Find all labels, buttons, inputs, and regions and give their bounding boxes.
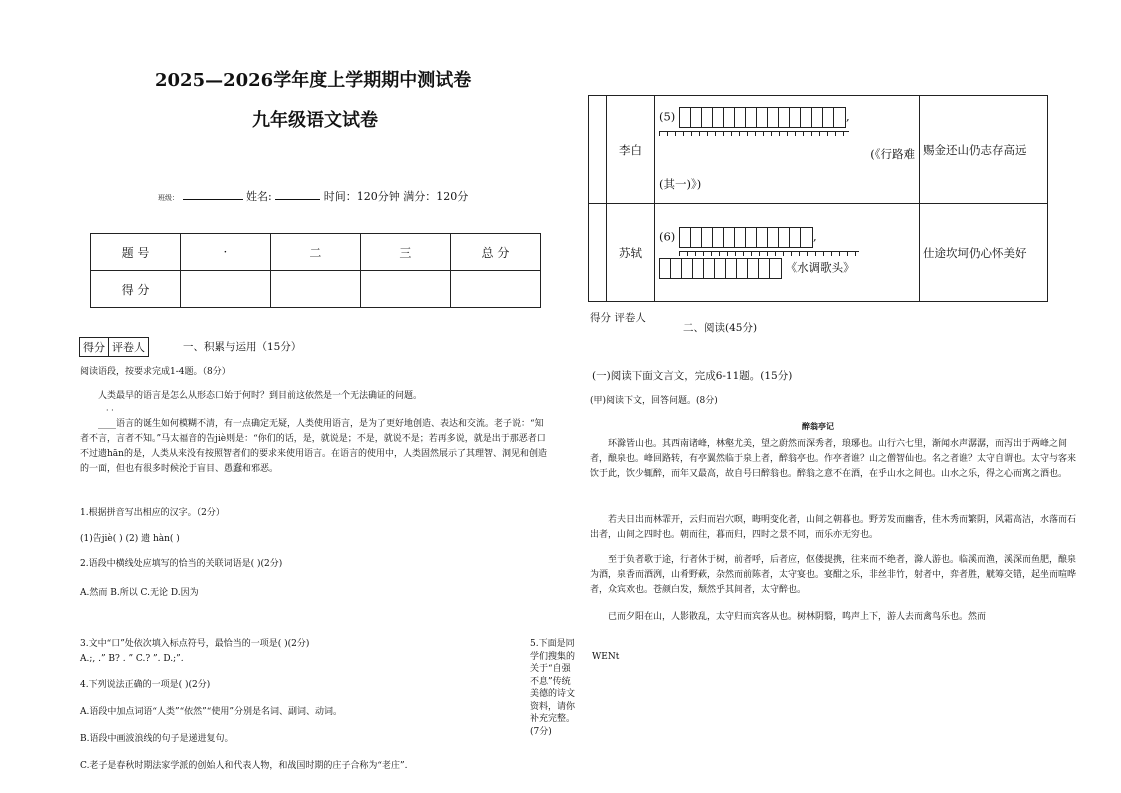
section1-heading: 一、积累与运用（15分）: [183, 341, 302, 353]
score-row-label: 得 分: [91, 271, 181, 308]
question-1-blanks: (1)告jiè( ) (2) 遗 hàn( ): [80, 534, 180, 544]
essay-title: 醉翁亭记: [802, 421, 834, 431]
score-header-cell: 二: [270, 234, 360, 271]
class-label: 班级：: [158, 194, 179, 202]
score-table-score-row: [91, 271, 541, 308]
score-cell[interactable]: [181, 271, 271, 308]
question-4-option-b: B.语段中画波浪线的句子是递进复句。: [80, 734, 234, 744]
grader-label: 评卷人: [109, 338, 149, 357]
reading-sub: (甲)阅读下文，回答问题。(8分): [590, 396, 718, 406]
score-table-header-row: [91, 234, 541, 271]
score-header-cell: ·: [181, 234, 271, 271]
score-table: [90, 233, 541, 308]
essay-para3: 至于负者歌于途，行者休于树，前者呼，后者应，伛偻提携，往来而不绝者，滁人游也。临溪而渔，溪深而鱼肥，酿泉为酒，泉香而酒洌，山肴野蔌，杂然而前陈者，太守宴也。宴酣之乐，非丝非竹，射者中，弈者胜，觥筹交错，起坐而喧哗者，众宾欢也。苍颜白发，颓然乎其间者，太守醉也。: [590, 555, 1077, 595]
section1-intro: 阅读语段，按要求完成1-4题。（8分）: [80, 367, 231, 377]
stray-text: WENt: [592, 652, 620, 662]
theme-libai: 赐金还山仍志存高远: [920, 96, 1048, 204]
poet-libai: 李白: [607, 96, 655, 204]
name-blank[interactable]: [275, 188, 320, 200]
item-number: (6): [659, 229, 676, 243]
time-score-label: 时间：120分钟 满分：120分: [323, 190, 469, 203]
answer-rule: [659, 131, 849, 136]
answer-grid[interactable]: [679, 107, 846, 128]
essay-para4: 已而夕阳在山，人影散乱，太守归而宾客从也。树林阴翳，鸣声上下，游人去而禽鸟乐也。然而: [608, 612, 987, 622]
exam-subtitle: 九年级语文试卷: [252, 110, 378, 131]
question-4-option-c: C.老子是春秋时期法家学派的创始人和代表人物，和战国时期的庄子合称为“老庄”.: [80, 761, 408, 771]
section2-scorer: 得分 评卷人: [590, 312, 646, 324]
poem-row-libai: [589, 96, 1048, 204]
poet-sushi: 苏轼: [607, 204, 655, 302]
item-number: (5): [659, 109, 676, 124]
passage-para1: 人类最早的语言是怎么从形态口始于何时？到目前这依然是一个无法确证的问题。: [98, 391, 423, 401]
passage-para2: ____语言的诞生如何模糊不清，有一点确定无疑，人类使用语言，是为了更好地创造、表达和交流。老子说：“知者不言，言者不知。”马太福音的告jiè则是：“你们的话，是，就说是；不是，就说不是；若再多说，就是出于那恶者口不过遗hān的是，人类从来没有按照智者们的要求来使用语言。在语言的使用中，人类固然展示了其理智、洞见和创造的一面，但也有很多时候沦于盲目、愚蠢和邪恶。: [80, 419, 547, 474]
essay-para1: 环滁皆山也。其西南诸峰，林壑尤美，望之蔚然而深秀者，琅琊也。山行六七里，渐闻水声潺潺，而泻出于两峰之间者，酿泉也。峰回路转，有亭翼然临于泉上者，醉翁亭也。作亭者谁？山之僧智仙也。名之者谁？太守自谓也。太守与客来饮于此，饮少辄醉，而年又最高，故自号曰醉翁也。醉翁之意不在酒，在乎山水之间也。山水之乐，得之心而寓之酒也。: [590, 439, 1077, 479]
poem-source-cont: (其一)》): [659, 177, 702, 191]
score-cell[interactable]: [360, 271, 450, 308]
class-blank[interactable]: [183, 188, 243, 200]
score-cell[interactable]: [450, 271, 540, 308]
question-3-options: A.;, .” B? . ” C.? ”. D.;”.: [80, 654, 184, 664]
exam-title: 2025—2026学年度上学期期中测试卷: [155, 70, 472, 91]
poem-fill-cell[interactable]: (6) , 《水调歌头》: [655, 204, 920, 302]
question-2: 2.语段中横线处应填写的恰当的关联词语是( )(2分): [80, 559, 283, 569]
scorer-label: 得分: [80, 338, 109, 357]
section2-heading: 二、阅读(45分): [683, 322, 758, 334]
reading-intro: (一)阅读下面文言文，完成6-11题。(15分): [592, 370, 793, 382]
poem-fill-cell[interactable]: (5) , (《行路难 (其一)》): [655, 96, 920, 204]
answer-rule: [679, 251, 859, 256]
answer-grid[interactable]: [679, 227, 813, 248]
poem-source: (《行路难: [870, 147, 915, 161]
answer-grid[interactable]: [659, 258, 782, 279]
question-3: 3.文中“口”处依次填入标点符号，最恰当的一项是( )(2分): [80, 639, 310, 649]
question-5: 5.下面是同学们搜集的关于“自强不息”传统美德的诗文资料，请你补充完整。(7分): [530, 639, 576, 737]
score-header-cell: 总 分: [450, 234, 540, 271]
emphasis-dots: · ·: [106, 406, 114, 415]
score-header-cell: 三: [360, 234, 450, 271]
student-info-line: [158, 188, 468, 204]
question-1: 1.根据拼音写出相应的汉字。（2分）: [80, 508, 225, 518]
score-cell[interactable]: [270, 271, 360, 308]
theme-sushi: 仕途坎坷仍心怀美好: [920, 204, 1048, 302]
name-label: 姓名:: [246, 190, 272, 203]
poem-source: 《水调歌头》: [785, 260, 855, 274]
question-4-option-a: A.语段中加点词语“人类”“依然”“使用”分别是名词、副词、动词。: [80, 707, 342, 717]
section1-scorer-box: [79, 337, 149, 357]
poem-table: [588, 95, 1048, 302]
question-2-options: A.然而 B.所以 C.无论 D.因为: [80, 588, 199, 598]
question-4: 4.下列说法正确的一项是( )(2分): [80, 680, 211, 690]
poem-row-sushi: [589, 204, 1048, 302]
score-header-cell: 题 号: [91, 234, 181, 271]
essay-para2: 若夫日出而林霏开，云归而岩穴暝，晦明变化者，山间之朝暮也。野芳发而幽香，佳木秀而繁阴，风霜高洁，水落而石出者，山间之四时也。朝而往，暮而归，四时之景不同，而乐亦无穷也。: [590, 515, 1077, 540]
